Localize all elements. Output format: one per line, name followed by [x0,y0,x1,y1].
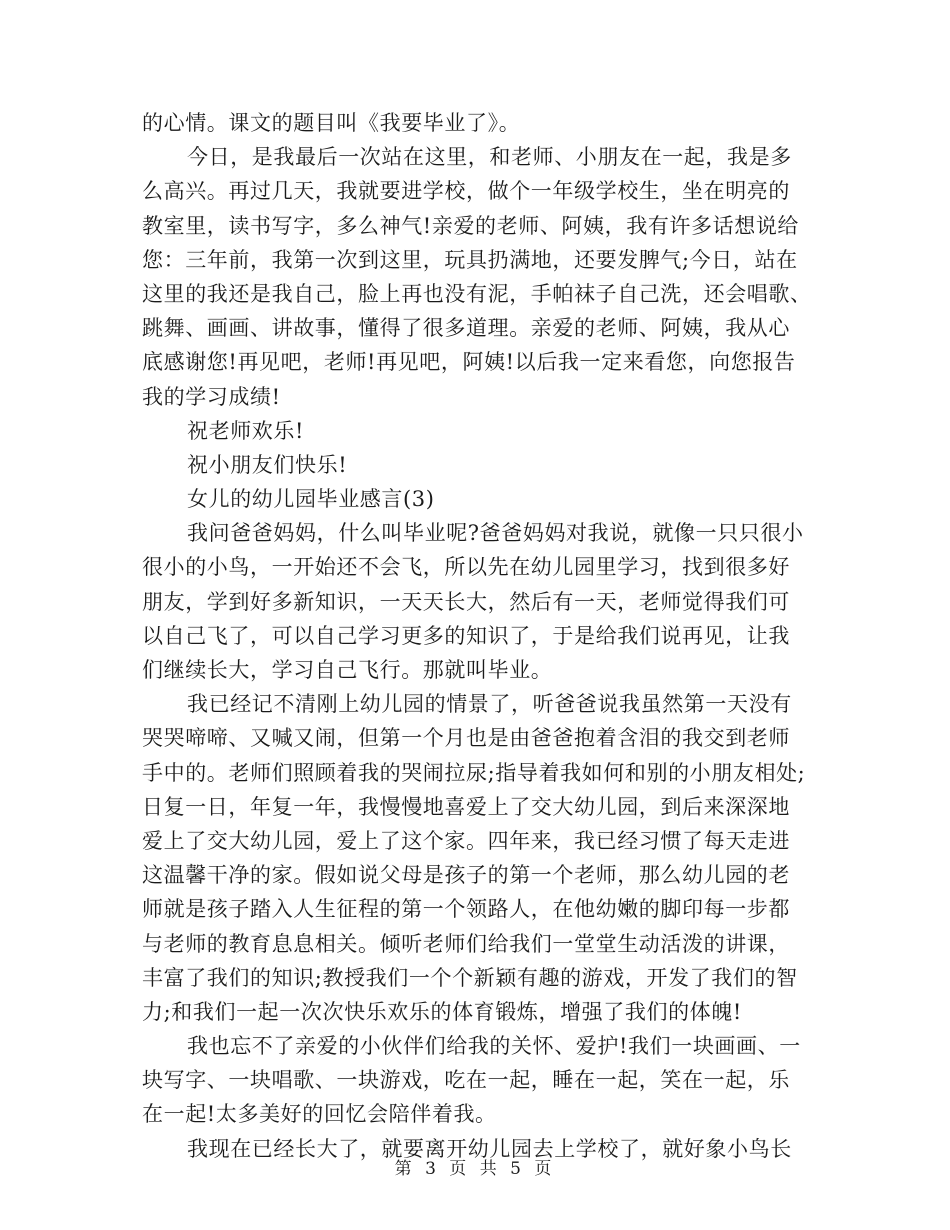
text-line: 这里的我还是我自己，脸上再也没有泥，手帕袜子自己洗，还会唱歌、 [142,281,812,306]
document-body [142,106,812,1166]
text-line: 底感谢您!再见吧，老师!再见吧，阿姨!以后我一定来看您，向您报告 [142,350,796,375]
section-heading: 女儿的幼儿园毕业感言(3) [187,487,435,512]
text-line: 这温馨干净的家。假如说父母是孩子的第一个老师，那么幼儿园的老 [142,863,790,888]
text-line: 们继续长大，学习自己飞行。那就叫毕业。 [142,658,553,682]
text-line: 在一起!太多美好的回忆会陪伴着我。 [142,1102,497,1127]
text-line: 今日，是我最后一次站在这里，和老师、小朋友在一起，我是多 [187,145,792,170]
text-line: 手中的。老师们照顾着我的哭闹拉尿;指导着我如何和别的小朋友相处; [142,760,806,785]
page-number-footer: 第 3 页 共 5 页 [394,1159,556,1179]
text-line: 师就是孩子踏入人生征程的第一个领路人，在他幼嫩的脚印每一步都 [142,897,790,922]
text-line: 与老师的教育息息相关。倾听老师们给我们一堂堂生动活泼的讲课， [142,931,790,956]
text-line: 我已经记不清刚上幼儿园的情景了，听爸爸说我虽然第一天没有 [187,692,792,717]
text-line: 我现在已经长大了，就要离开幼儿园去上学校了，就好象小鸟长 [187,1136,792,1161]
text-line: 爱上了交大幼儿园，爱上了这个家。四年来，我已经习惯了每天走进 [142,828,790,853]
text-line: 哭哭啼啼、又喊又闹，但第一个月也是由爸爸抱着含泪的我交到老师 [142,726,790,751]
text-line: 以自己飞了，可以自己学习更多的知识了，于是给我们说再见，让我 [142,623,790,648]
text-line: 的心情。课文的题目叫《我要毕业了》。 [142,111,521,135]
text-line: 朋友，学到好多新知识，一天天长大，然后有一天，老师觉得我们可 [142,589,790,614]
text-line: 丰富了我们的知识;教授我们一个个新颖有趣的游戏，开发了我们的智 [142,965,798,990]
text-line: 日复一日，年复一年，我慢慢地喜爱上了交大幼儿园，到后来深深地 [142,794,790,819]
text-line: 么高兴。再过几天，我就要进学校，做个一年级学校生，坐在明亮的 [142,179,790,204]
text-line: 我也忘不了亲爱的小伙伴们给我的关怀、爱护!我们一块画画、一 [187,1034,801,1059]
text-line: 跳舞、画画、讲故事，懂得了很多道理。亲爱的老师、阿姨，我从心 [142,316,790,341]
text-line: 祝老师欢乐! [187,418,305,443]
text-line: 祝小朋友们快乐! [187,452,348,477]
text-line: 我问爸爸妈妈，什么叫毕业呢?爸爸妈妈对我说，就像一只只很小 [187,521,804,546]
text-line: 我的学习成绩! [142,384,281,409]
text-line: 很小的小鸟，一开始还不会飞，所以先在幼儿园里学习，找到很多好 [142,555,790,580]
text-line: 力;和我们一起一次次快乐欢乐的体育锻炼，增强了我们的体魄! [142,999,742,1024]
text-line: 块写字、一块唱歌、一块游戏，吃在一起，睡在一起，笑在一起，乐 [142,1068,790,1093]
text-line: 您：三年前，我第一次到这里，玩具扔满地，还要发脾气;今日，站在 [142,247,798,272]
text-line: 教室里，读书写字，多么神气!亲爱的老师、阿姨，我有许多话想说给 [142,213,800,238]
